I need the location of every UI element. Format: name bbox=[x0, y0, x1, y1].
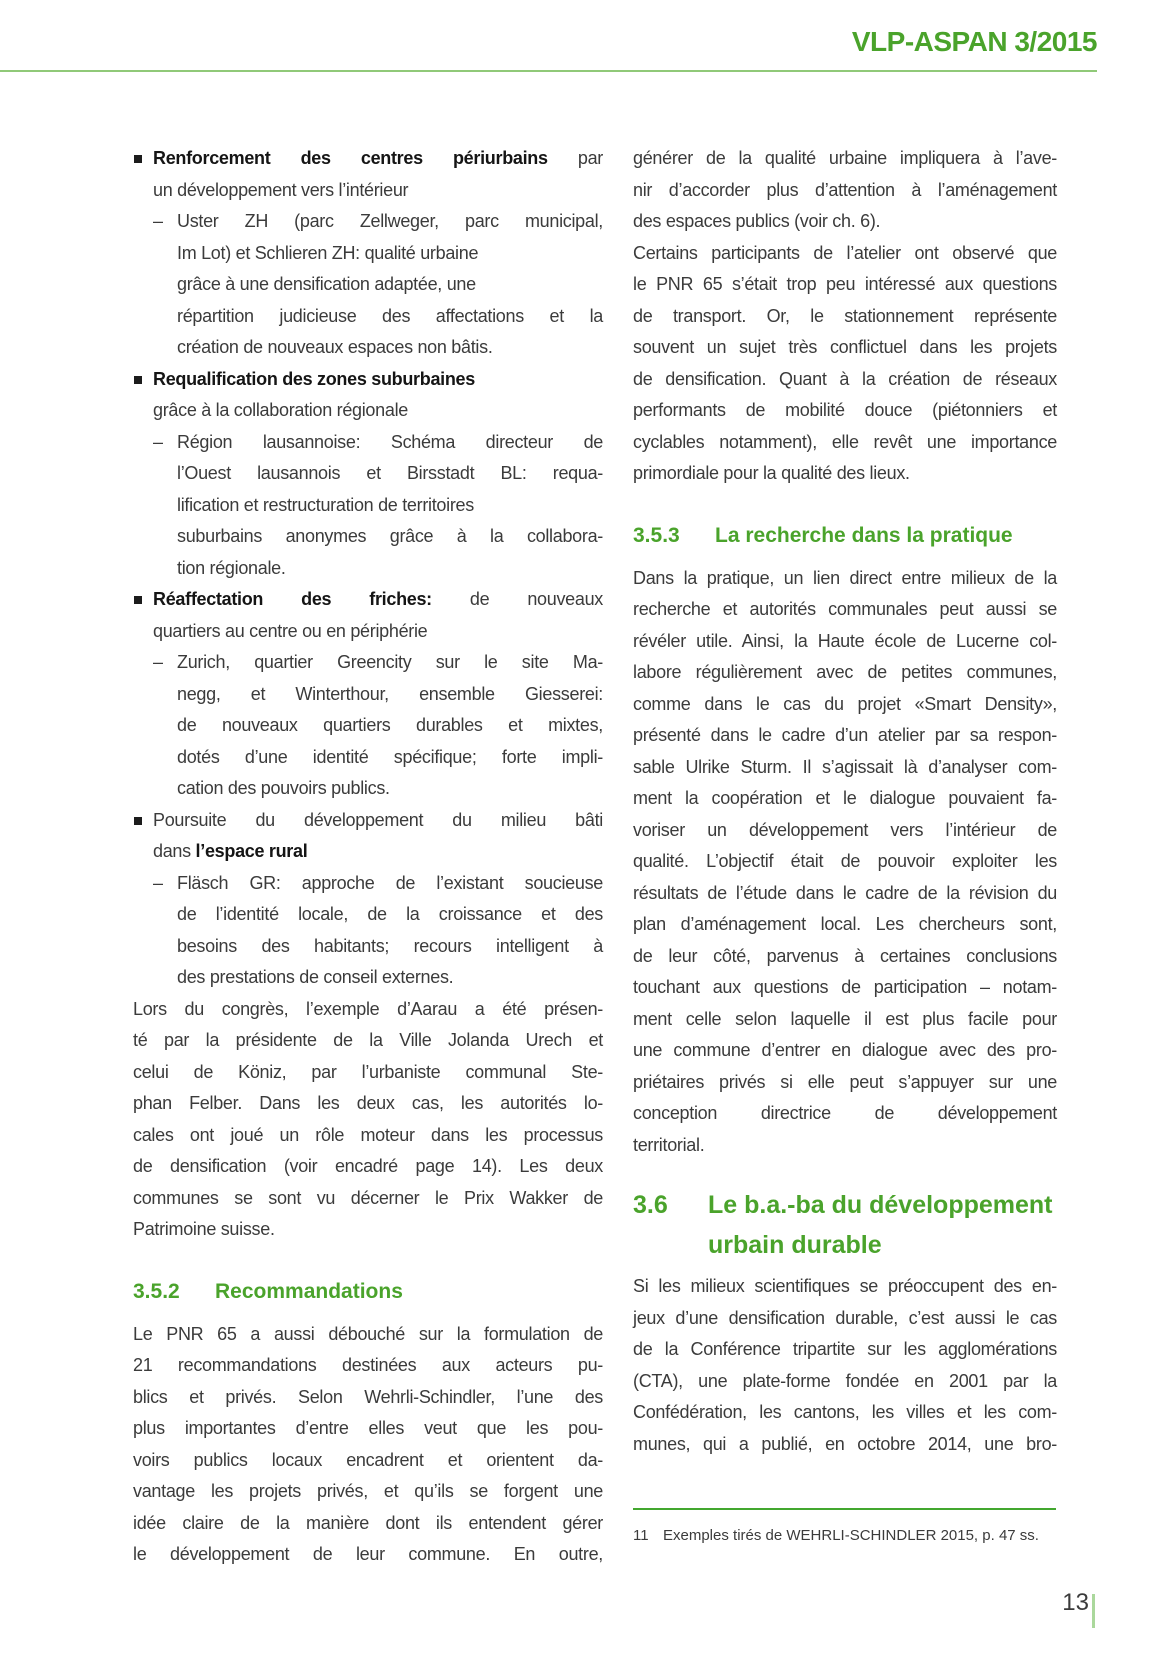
paragraph bbox=[633, 143, 1057, 490]
text-run: recherche et autorités communales peut aussi se bbox=[633, 599, 1057, 619]
text-line bbox=[633, 689, 1057, 721]
text-line bbox=[133, 616, 603, 648]
text-line bbox=[133, 1025, 603, 1057]
bullet-list bbox=[133, 143, 603, 994]
text-run: Le PNR 65 a aussi débouché sur la formulation de bbox=[133, 1323, 603, 1344]
text-line bbox=[633, 1271, 1057, 1303]
footnote-rule bbox=[633, 1508, 1056, 1510]
section-heading bbox=[133, 1276, 603, 1307]
text-line bbox=[133, 458, 603, 490]
text-run: voriser un développement vers l’intérieur de bbox=[633, 819, 1057, 840]
text-run: ment celle selon laquelle il est plus facile pour bbox=[633, 1008, 1057, 1029]
bullet-square-icon bbox=[134, 817, 142, 825]
dash-icon: – bbox=[153, 431, 163, 452]
text-run: primordiale pour la qualité des lieux. bbox=[633, 463, 910, 483]
text-line bbox=[633, 1366, 1057, 1398]
text-line bbox=[133, 427, 603, 459]
bullet-square-icon bbox=[134, 376, 142, 384]
bold-text: l’espace rural bbox=[195, 841, 308, 861]
paragraph bbox=[633, 1271, 1057, 1460]
text-run: Région lausannoise: Schéma directeur de bbox=[177, 431, 603, 452]
text-run: Patrimoine suisse. bbox=[133, 1219, 275, 1239]
text-line bbox=[633, 1397, 1057, 1429]
text-run: grâce à une densification adaptée, une bbox=[177, 274, 476, 294]
text-run: présenté dans le cadre d’un atelier par sa respon- bbox=[633, 725, 1057, 745]
text-line bbox=[633, 846, 1057, 878]
text-line bbox=[133, 1319, 603, 1351]
text-run: de nouveaux quartiers durables et mixtes, bbox=[177, 715, 603, 735]
text-line bbox=[633, 972, 1057, 1004]
page-number: 13 bbox=[1062, 1589, 1089, 1616]
text-run: (CTA), une plate-forme fondée en 2001 par la bbox=[633, 1370, 1057, 1391]
text-line bbox=[133, 994, 603, 1026]
text-line bbox=[633, 427, 1057, 459]
text-run: ment la coopération et le dialogue pouvaient fa- bbox=[633, 788, 1057, 808]
text-line bbox=[633, 626, 1057, 658]
text-line bbox=[133, 1382, 603, 1414]
text-line bbox=[133, 490, 603, 522]
page-number-bar bbox=[1092, 1594, 1095, 1628]
text-run: labore régulièrement avec de petites communes, bbox=[633, 662, 1057, 682]
text-line bbox=[633, 238, 1057, 270]
text-run: l’Ouest lausannois et Birsstadt BL: requa- bbox=[177, 463, 603, 483]
text-line bbox=[633, 206, 1057, 238]
text-line bbox=[133, 868, 603, 900]
text-line bbox=[633, 332, 1057, 364]
text-line bbox=[133, 521, 603, 553]
text-line bbox=[133, 395, 603, 427]
text-run: Im Lot) et Schlieren ZH: qualité urbaine bbox=[177, 242, 479, 263]
header-rule bbox=[0, 70, 1097, 72]
text-run: le PNR 65 s’était trop peu intéressé aux questions bbox=[633, 274, 1057, 294]
text-line bbox=[133, 1057, 603, 1089]
heading-label: Recommandations bbox=[215, 1279, 403, 1303]
paragraph bbox=[633, 563, 1057, 1162]
dash-icon: – bbox=[153, 872, 163, 893]
text-run: Uster ZH (parc Zellweger, parc municipal, bbox=[177, 211, 603, 231]
text-line bbox=[133, 584, 603, 616]
text-run: quartiers au centre ou en périphérie bbox=[153, 620, 428, 641]
text-line bbox=[633, 563, 1057, 595]
text-line bbox=[133, 899, 603, 931]
text-run: cation des pouvoirs publics. bbox=[177, 778, 390, 798]
text-run: résultats de l’étude dans le cadre de la révision du bbox=[633, 882, 1057, 903]
text-line bbox=[133, 1445, 603, 1477]
text-line bbox=[133, 805, 603, 837]
text-line bbox=[633, 720, 1057, 752]
page-header-title: VLP-ASPAN 3/2015 bbox=[851, 26, 1097, 57]
text-run: territorial. bbox=[633, 1134, 705, 1155]
text-line bbox=[633, 458, 1057, 490]
section-heading-large bbox=[633, 1185, 1057, 1265]
heading-label: Le b.a.-ba du développement bbox=[708, 1191, 1053, 1219]
text-run: générer de la qualité urbaine impliquera à l’ave- bbox=[633, 148, 1057, 168]
text-line bbox=[633, 1303, 1057, 1335]
text-line bbox=[133, 206, 603, 238]
column-left bbox=[133, 143, 603, 1571]
text-line bbox=[133, 1088, 603, 1120]
bullet-square-icon bbox=[134, 596, 142, 604]
text-run: lification et restructuration de territoires bbox=[177, 494, 474, 515]
text-run: idée claire de la manière dont ils entendent gérer bbox=[133, 1512, 603, 1533]
text-line bbox=[133, 238, 603, 270]
text-line bbox=[133, 143, 603, 175]
text-line bbox=[633, 175, 1057, 207]
text-run: de la Conférence tripartite sur les agglomérations bbox=[633, 1339, 1057, 1359]
text-line bbox=[633, 364, 1057, 396]
text-run: voirs publics locaux encadrent et orientent da- bbox=[133, 1449, 603, 1470]
text-line bbox=[133, 931, 603, 963]
text-run: touchant aux questions de participation – notam- bbox=[633, 977, 1057, 997]
text-run: performants de mobilité douce (piétonniers et bbox=[633, 400, 1057, 420]
text-run: phan Felber. Dans les deux cas, les autorités lo- bbox=[133, 1093, 603, 1113]
text-run: 21 recommandations destinées aux acteurs pu- bbox=[133, 1355, 603, 1375]
text-line bbox=[133, 742, 603, 774]
text-line bbox=[133, 1120, 603, 1152]
text-run: une commune d’entrer en dialogue avec des pro- bbox=[633, 1040, 1057, 1060]
text-run: plan d’aménagement local. Les chercheurs sont, bbox=[633, 914, 1057, 934]
text-run: vantage les projets privés, et qu’ils se forgent une bbox=[133, 1481, 603, 1501]
text-line bbox=[133, 1151, 603, 1183]
text-line bbox=[633, 1098, 1057, 1130]
text-run: des prestations de conseil externes. bbox=[177, 967, 454, 987]
text-run: qualité. L’objectif était de pouvoir exploiter les bbox=[633, 851, 1057, 871]
heading-label: La recherche dans la pratique bbox=[715, 523, 1013, 547]
text-run: révéler utile. Ainsi, la Haute école de Lucerne col- bbox=[633, 630, 1057, 651]
text-run: cyclables notamment), elle revêt une importance bbox=[633, 431, 1057, 452]
text-line bbox=[633, 269, 1057, 301]
text-line bbox=[133, 679, 603, 711]
heading-number: 3.6 bbox=[633, 1191, 668, 1219]
text-run: de transport. Or, le stationnement représente bbox=[633, 305, 1057, 326]
text-run: priétaires privés si elle peut s’appuyer sur une bbox=[633, 1071, 1057, 1092]
text-line bbox=[633, 143, 1057, 175]
text-line bbox=[133, 364, 603, 396]
text-line bbox=[133, 647, 603, 679]
text-line bbox=[633, 783, 1057, 815]
paragraph bbox=[133, 994, 603, 1246]
text-run: conception directrice de développement bbox=[633, 1103, 1057, 1123]
section-heading bbox=[633, 520, 1057, 551]
text-run: Confédération, les cantons, les villes et les com- bbox=[633, 1402, 1057, 1422]
text-line bbox=[633, 1334, 1057, 1366]
text-run: le développement de leur commune. En outre, bbox=[133, 1544, 603, 1564]
dash-icon: – bbox=[153, 652, 163, 672]
text-run: Certains participants de l’atelier ont observé que bbox=[633, 242, 1057, 263]
text-line bbox=[633, 941, 1057, 973]
text-line bbox=[633, 657, 1057, 689]
text-line bbox=[133, 175, 603, 207]
text-run: tion régionale. bbox=[177, 557, 286, 578]
text-run: suburbains anonymes grâce à la collabora- bbox=[177, 526, 603, 546]
text-run: Lors du congrès, l’exemple d’Aarau a été présen- bbox=[133, 998, 603, 1019]
text-run: de nouveaux bbox=[431, 589, 603, 609]
text-line bbox=[633, 1035, 1057, 1067]
heading-number: 3.5.2 bbox=[133, 1279, 180, 1303]
text-line bbox=[133, 962, 603, 994]
heading-label: urbain durable bbox=[708, 1231, 882, 1259]
text-run: Zurich, quartier Greencity sur le site Ma- bbox=[177, 652, 603, 672]
text-run: dotés d’une identité spécifique; forte impli- bbox=[177, 746, 603, 767]
heading-line bbox=[633, 1225, 1057, 1265]
text-line bbox=[633, 815, 1057, 847]
text-line bbox=[133, 332, 603, 364]
text-run: création de nouveaux espaces non bâtis. bbox=[177, 337, 493, 357]
bold-text: Réaffectation des friches: bbox=[153, 589, 432, 609]
paragraph bbox=[133, 1319, 603, 1571]
text-line bbox=[633, 1067, 1057, 1099]
heading-line bbox=[633, 1185, 1057, 1225]
text-line bbox=[133, 836, 603, 868]
text-run: blics et privés. Selon Wehrli-Schindler, l’une des bbox=[133, 1386, 603, 1407]
text-run: souvent un sujet très conflictuel dans les projets bbox=[633, 337, 1057, 357]
text-run: plus importantes d’entre elles veut que les pou- bbox=[133, 1418, 603, 1438]
text-line bbox=[133, 301, 603, 333]
text-line bbox=[633, 1130, 1057, 1162]
text-run: de l’identité locale, de la croissance et des bbox=[177, 904, 603, 924]
footnote-number: 11 bbox=[633, 1527, 649, 1544]
text-run: Dans la pratique, un lien direct entre milieux de la bbox=[633, 567, 1057, 588]
text-run: de leur côté, parvenus à certaines conclusions bbox=[633, 945, 1057, 966]
text-run: sable Ulrike Sturm. Il s’agissait là d’analyser com- bbox=[633, 756, 1057, 777]
text-line bbox=[133, 1508, 603, 1540]
text-line bbox=[133, 269, 603, 301]
text-run: dans bbox=[153, 841, 196, 861]
text-line bbox=[133, 1413, 603, 1445]
text-line bbox=[633, 878, 1057, 910]
text-run: munes, qui a publié, en octobre 2014, une bro- bbox=[633, 1433, 1057, 1454]
text-run: Fläsch GR: approche de l’existant soucieuse bbox=[177, 872, 603, 893]
text-run: cales ont joué un rôle moteur dans les processus bbox=[133, 1124, 603, 1145]
text-run: negg, et Winterthour, ensemble Giesserei: bbox=[177, 683, 603, 704]
text-line bbox=[633, 594, 1057, 626]
text-run: comme dans le cas du projet «Smart Density», bbox=[633, 693, 1057, 714]
bullet-square-icon bbox=[134, 155, 142, 163]
column-right bbox=[633, 143, 1057, 1546]
text-run: communes se sont vu décerner le Prix Wakker de bbox=[133, 1187, 603, 1208]
text-run: nir d’accorder plus d’attention à l’aménagement bbox=[633, 179, 1057, 200]
text-line bbox=[133, 553, 603, 585]
text-run: de densification. Quant à la création de réseaux bbox=[633, 368, 1057, 389]
text-line bbox=[633, 301, 1057, 333]
text-line bbox=[133, 1476, 603, 1508]
text-run: besoins des habitants; recours intelligent à bbox=[177, 935, 603, 956]
text-run: répartition judicieuse des affectations et la bbox=[177, 305, 603, 326]
text-line bbox=[133, 773, 603, 805]
text-line bbox=[133, 710, 603, 742]
footnote-text: Exemples tirés de WEHRLI-SCHINDLER 2015, p. 47 ss. bbox=[663, 1527, 1039, 1544]
text-line bbox=[633, 909, 1057, 941]
heading-number: 3.5.3 bbox=[633, 523, 680, 547]
text-run: des espaces publics (voir ch. 6). bbox=[633, 211, 881, 231]
text-run: grâce à la collaboration régionale bbox=[153, 400, 408, 420]
text-run: de densification (voir encadré page 14). Les deux bbox=[133, 1156, 603, 1176]
text-line bbox=[133, 1350, 603, 1382]
bold-text: Renforcement des centres périurbains bbox=[153, 148, 548, 168]
text-line bbox=[133, 1539, 603, 1571]
bold-text: Requalification des zones suburbaines bbox=[153, 368, 475, 389]
text-run: par bbox=[547, 148, 603, 168]
text-run: un développement vers l’intérieur bbox=[153, 179, 409, 200]
footnote bbox=[633, 1526, 1057, 1546]
text-line bbox=[633, 1004, 1057, 1036]
text-line bbox=[633, 1429, 1057, 1461]
text-run: Si les milieux scientifiques se préoccupent des en- bbox=[633, 1276, 1057, 1296]
dash-icon: – bbox=[153, 211, 163, 231]
text-line bbox=[133, 1183, 603, 1215]
text-run: celui de Köniz, par l’urbaniste communal Ste- bbox=[133, 1061, 603, 1082]
text-run: té par la présidente de la Ville Jolanda Urech et bbox=[133, 1030, 603, 1050]
text-run: Poursuite du développement du milieu bâti bbox=[153, 809, 603, 830]
text-line bbox=[133, 1214, 603, 1246]
text-line bbox=[633, 752, 1057, 784]
text-line bbox=[633, 395, 1057, 427]
text-run: jeux d’une densification durable, c’est aussi le cas bbox=[633, 1307, 1057, 1328]
